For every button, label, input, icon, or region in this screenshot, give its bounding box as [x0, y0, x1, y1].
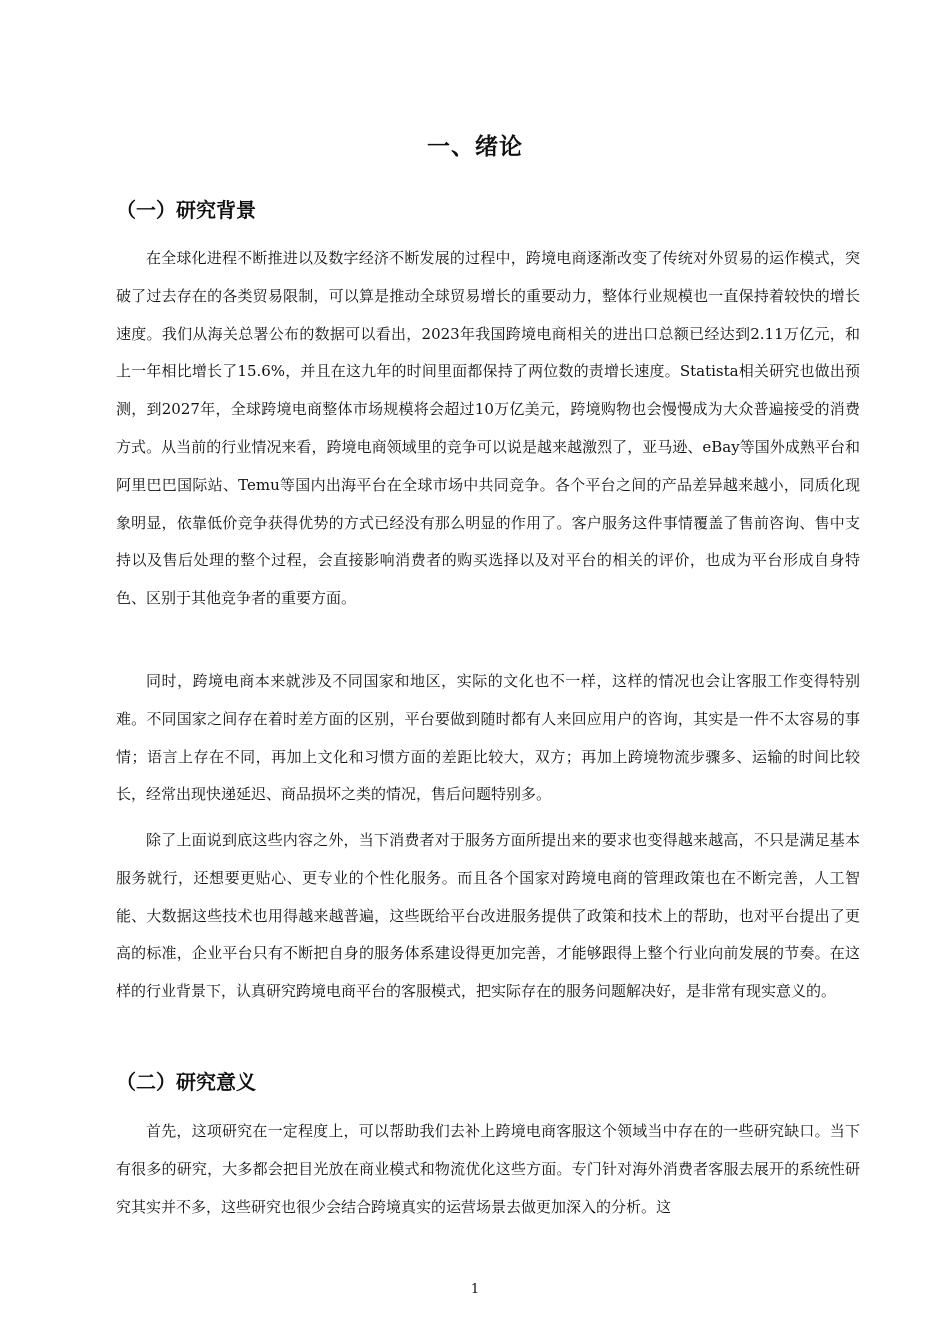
- paragraph: 在全球化进程不断推进以及数字经济不断发展的过程中，跨境电商逐渐改变了传统对外贸易的运作模式，突破了过去存在的各类贸易限制，可以算是推动全球贸易增长的重要动力，整体行业规模也一直保持着较快的增长速度。我们从海关总署公布的数据可以看出，2023年我国跨境电商相关的进出口总额已经达到2.11万亿元，和上一年相比增长了15.6%，并且在这九年的时间里面都保持了两位数的责增长速度。Statista相关研究也做出预测，到2027年，全球跨境电商整体市场规模将会超过10万亿美元，跨境购物也会慢慢成为大众普遍接受的消费方式。从当前的行业情况来看，跨境电商领域里的竞争可以说是越来越激烈了，亚马逊、eBay等国外成熟平台和阿里巴巴国际站、Temu等国内出海平台在全球市场中共同竞争。各个平台之间的产品差异越来越小，同质化现象明显，依靠低价竞争获得优势的方式已经没有那么明显的作用了。客户服务这件事情覆盖了售前咨询、售中支持以及售后处理的整个过程，会直接影响消费者的购买选择以及对平台的相关的评价，也成为平台形成自身特色、区别于其他竞争者的重要方面。: [116, 249, 860, 608]
- paragraph: 除了上面说到底这些内容之外，当下消费者对于服务方面所提出来的要求也变得越来越高，不只是满足基本服务就行，还想要更贴心、更专业的个性化服务。而且各个国家对跨境电商的管理政策也在不断完善，人工智能、大数据这些技术也用得越来越普遍，这些既给平台改进服务提供了政策和技术上的帮助，也对平台提出了更高的标准，企业平台只有不断把自身的服务体系建设得更加完善，才能够跟得上整个行业向前发展的节奏。在这样的行业背景下，认真研究跨境电商平台的客服模式，把实际存在的服务问题解决好，是非常有现实意义的。: [116, 831, 860, 1001]
- page-number: 1: [470, 1282, 480, 1297]
- section-heading-research-background: （一）研究背景: [116, 198, 256, 222]
- chapter-title: 一、绪论: [427, 134, 523, 160]
- paragraph: 首先，这项研究在一定程度上，可以帮助我们去补上跨境电商客服这个领域当中存在的一些研究缺口。当下有很多的研究，大多都会把目光放在商业模式和物流优化这些方面。专门针对海外消费者客服去展开的系统性研究其实并不多，这些研究也很少会结合跨境真实的运营场景去做更加深入的分析。这: [116, 1122, 860, 1216]
- section-heading-research-significance: （二）研究意义: [116, 1070, 256, 1094]
- paragraph: 同时，跨境电商本来就涉及不同国家和地区，实际的文化也不一样，这样的情况也会让客服工作变得特别难。不同国家之间存在着时差方面的区别，平台要做到随时都有人来回应用户的咨询，其实是一件不太容易的事情；语言上存在不同，再加上文化和习惯方面的差距比较大，双方；再加上跨境物流步骤多、运输的时间比较长，经常出现快递延迟、商品损坏之类的情况，售后问题特别多。: [116, 672, 860, 804]
